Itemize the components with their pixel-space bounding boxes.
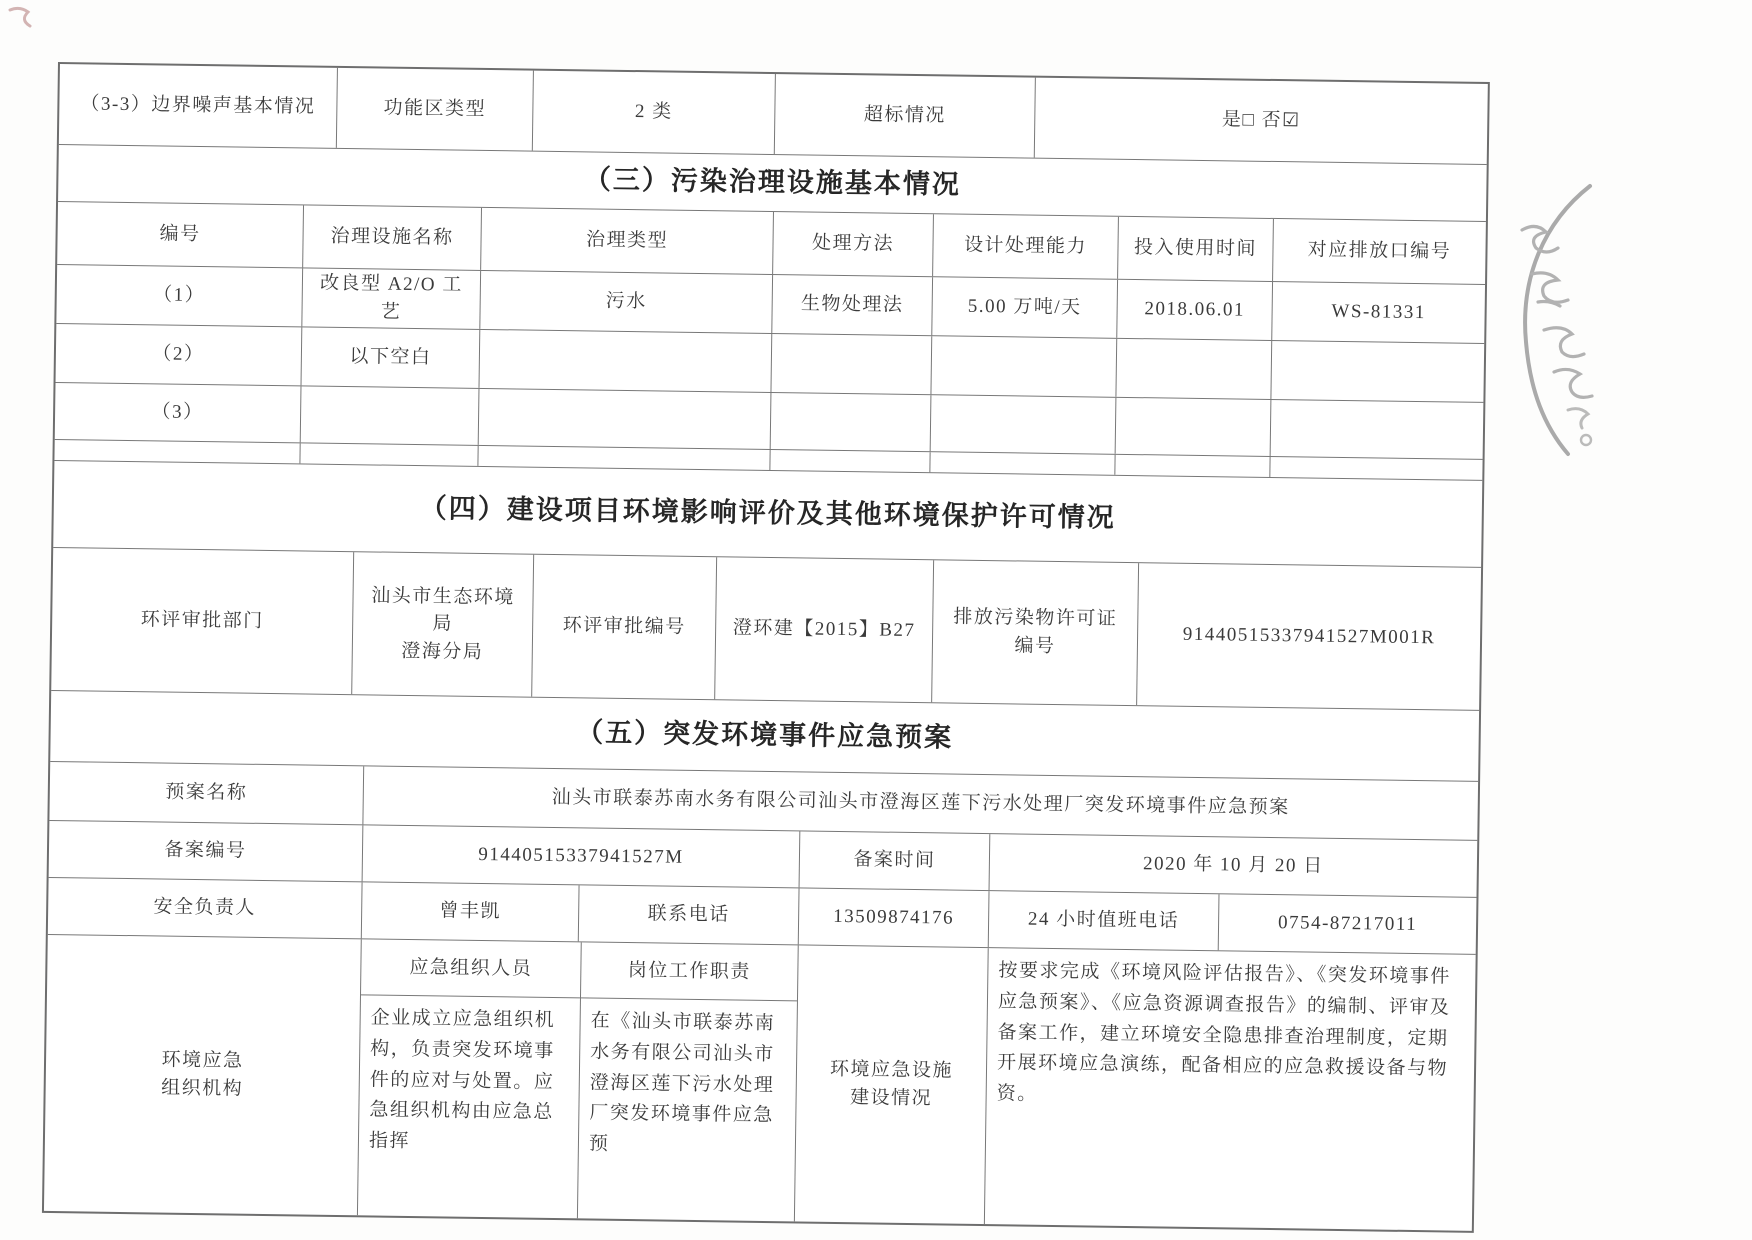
outlet-id <box>1270 400 1484 459</box>
col-header-facility-name: 治理设施名称 <box>302 205 481 269</box>
section3-title: （三）污染治理设施基本情况 <box>583 164 962 201</box>
function-zone-label: 功能区类型 <box>336 68 533 151</box>
eia-approval-no-value: 澄环建【2015】B27 <box>714 557 933 702</box>
scan-artifact <box>6 4 46 34</box>
eia-approval-no-label: 环评审批编号 <box>531 555 716 700</box>
pollutant-permit-value: 91440515337941527M001R <box>1136 563 1481 710</box>
outlet-id <box>1270 341 1484 402</box>
facility-name: 改良型 A2/O 工艺 <box>301 268 480 328</box>
col-header-outlet-id: 对应排放口编号 <box>1272 219 1486 284</box>
section5-title: （五）突发环境事件应急预案 <box>575 717 954 753</box>
job-duty-column <box>577 942 798 1221</box>
eia-row <box>51 547 1481 710</box>
section4-title: （四）建设项目环境影响评价及其他环境保护许可情况 <box>419 493 1116 534</box>
scanned-form-table <box>42 62 1490 1233</box>
start-date <box>1115 339 1271 399</box>
treatment-type <box>478 389 771 449</box>
eia-dept-value: 汕头市生态环境局 澄海分局 <box>351 552 533 696</box>
col-header-id: 编号 <box>159 223 201 246</box>
facility-name <box>300 386 479 444</box>
treatment-type: 污水 <box>479 271 772 333</box>
noise-section-label: （3-3）边界噪声基本情况 <box>80 93 316 118</box>
col-header-capacity: 设计处理能力 <box>932 214 1118 279</box>
emergency-org-row <box>44 934 1476 1231</box>
function-zone-value: 2 类 <box>532 71 775 154</box>
facility-name: 以下空白 <box>301 327 480 387</box>
facility-id: （3） <box>151 401 204 424</box>
duty-phone-value: 0754-87217011 <box>1218 894 1477 954</box>
job-duty-header: 岗位工作职责 <box>581 942 798 1001</box>
duty-phone-label: 24 小时值班电话 <box>988 891 1219 950</box>
treatment-type <box>478 330 771 392</box>
record-time-label: 备案时间 <box>799 831 990 890</box>
emergency-facility-label: 环境应急设施 建设情况 <box>794 945 988 1224</box>
record-no-value: 91440515337941527M <box>362 825 800 887</box>
safety-person-value: 曾丰凯 <box>361 882 579 941</box>
emergency-personnel-column <box>357 939 581 1218</box>
treatment-method <box>770 334 931 394</box>
partial-seal-stamp <box>1492 182 1612 462</box>
treatment-method: 生物处理法 <box>771 275 932 335</box>
emergency-facility-text: 按要求完成《环境风险评估报告》、《突发环境事件应急预案》、《应急资源调查报告》的编制、评审及备案工作，建立环境安全隐患排查治理制度，定期开展环境应急演练，配备相应的应急救援设备与物资。 <box>984 948 1476 1231</box>
start-date: 2018.06.01 <box>1116 280 1272 340</box>
plan-name-label: 预案名称 <box>165 781 248 804</box>
job-duty-text: 在《汕头市联泰苏南水务有限公司汕头市澄海区莲下污水处理厂突发环境事件应急预 <box>588 1010 776 1155</box>
plan-name-value: 汕头市联泰苏南水务有限公司汕头市澄海区莲下污水处理厂突发环境事件应急预案 <box>362 766 1478 840</box>
design-capacity <box>930 395 1116 454</box>
facility-id: （1） <box>153 284 206 307</box>
design-capacity: 5.00 万吨/天 <box>931 277 1117 338</box>
exceedance-label: 超标情况 <box>774 74 1035 158</box>
exceedance-checkbox-value: 是□ 否☑ <box>1034 78 1488 164</box>
record-no-label: 备案编号 <box>164 839 247 862</box>
eia-dept-label: 环评审批部门 <box>140 609 264 633</box>
outlet-id: WS-81331 <box>1271 282 1485 343</box>
col-header-treatment-type: 治理类型 <box>480 208 773 274</box>
treatment-method <box>770 393 931 451</box>
contact-phone-value: 13509874176 <box>798 888 989 947</box>
emergency-personnel-text: 企业成立应急组织机构，负责突发环境事件的应对与处置。应急组织机构由应急总指挥 <box>368 1007 556 1153</box>
col-header-method: 处理方法 <box>772 212 933 276</box>
facility-id: （2） <box>152 343 205 366</box>
col-header-start-date: 投入使用时间 <box>1117 217 1273 281</box>
record-time-value: 2020 年 10 月 20 日 <box>989 834 1478 897</box>
pollutant-permit-label: 排放污染物许可证 编号 <box>931 560 1138 705</box>
contact-phone-label: 联系电话 <box>578 885 799 944</box>
emergency-org-label: 环境应急 组织机构 <box>161 1049 244 1100</box>
emergency-personnel-header: 应急组织人员 <box>361 939 581 998</box>
start-date <box>1115 398 1271 456</box>
safety-person-label: 安全负责人 <box>153 896 257 920</box>
design-capacity <box>930 336 1116 397</box>
